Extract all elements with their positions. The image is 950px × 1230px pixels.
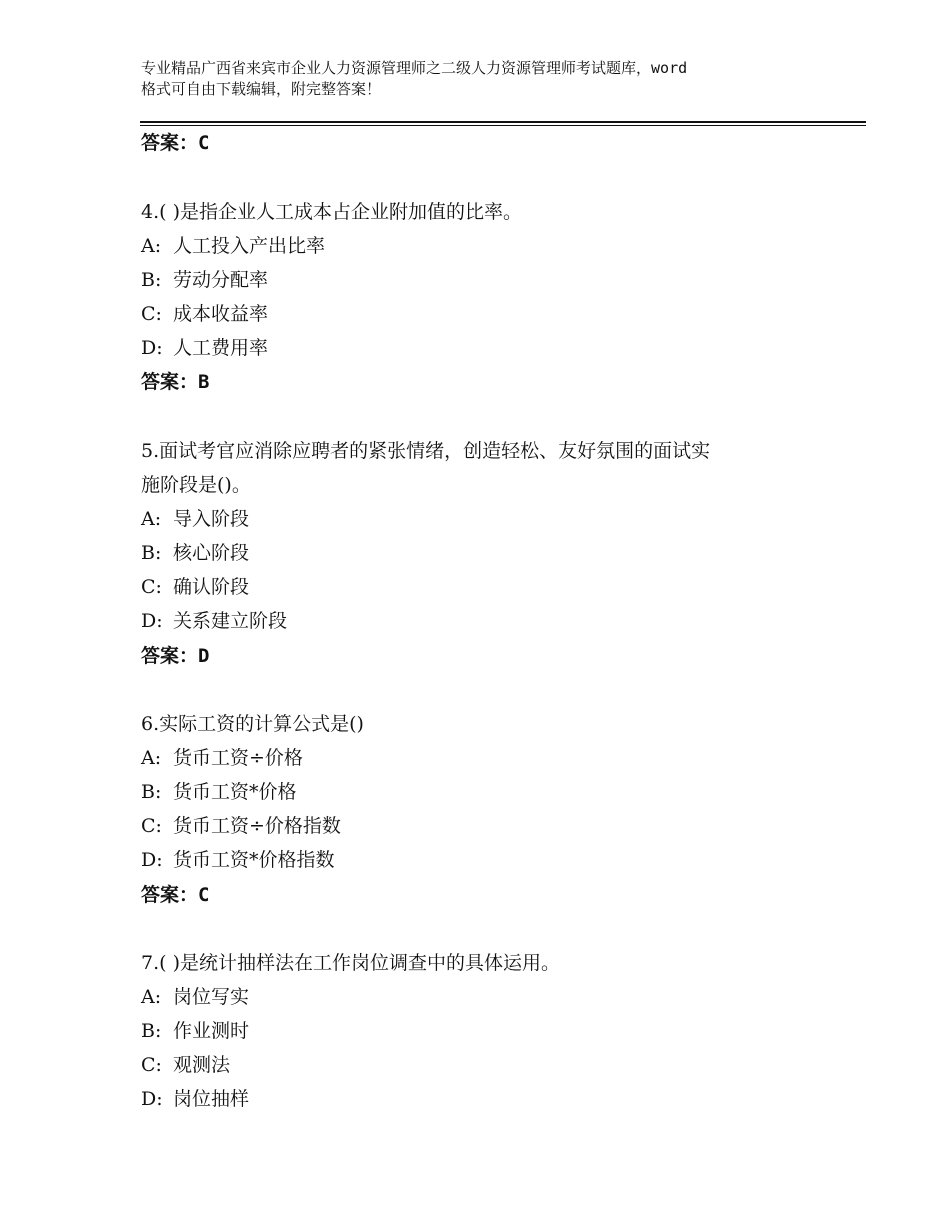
option-key: B: xyxy=(141,269,162,291)
header-line-1: 专业精品广西省来宾市企业人力资源管理师之二级人力资源管理师考试题库，word xyxy=(141,59,688,77)
option-key: A: xyxy=(141,508,162,530)
answer-label: 答案： xyxy=(141,371,199,393)
option-a xyxy=(141,234,325,258)
option-a xyxy=(141,507,249,531)
question-stem: 4.( )是指企业人工成本占企业附加值的比率。 xyxy=(141,201,522,223)
option-text: 核心阶段 xyxy=(173,542,250,564)
option-c xyxy=(141,575,249,599)
option-text: 岗位写实 xyxy=(173,986,250,1008)
answer-value: C xyxy=(198,132,210,154)
option-key: B: xyxy=(141,542,162,564)
option-a xyxy=(141,746,303,770)
option-key: A: xyxy=(141,747,162,769)
answer-value: D xyxy=(198,645,210,667)
question-stem-line-1: 5.面试考官应消除应聘者的紧张情绪，创造轻松、友好氛围的面试实 xyxy=(141,440,711,462)
answer-line xyxy=(141,370,209,394)
option-text: 人工费用率 xyxy=(173,337,269,359)
option-text: 关系建立阶段 xyxy=(173,610,288,632)
option-d xyxy=(141,1087,249,1111)
question-stem: 7.( )是统计抽样法在工作岗位调查中的具体运用。 xyxy=(141,952,560,974)
option-text: 货币工资÷价格 xyxy=(173,747,303,769)
option-text: 货币工资*价格 xyxy=(173,781,297,803)
answer-value: C xyxy=(198,884,210,906)
answer-label: 答案： xyxy=(141,645,199,667)
option-text: 观测法 xyxy=(173,1054,231,1076)
option-a xyxy=(141,985,249,1009)
option-d xyxy=(141,848,335,872)
option-key: C: xyxy=(141,303,162,325)
answer-line xyxy=(141,883,209,907)
option-text: 人工投入产出比率 xyxy=(173,235,326,257)
option-key: D: xyxy=(141,849,163,871)
option-b xyxy=(141,541,249,565)
option-text: 岗位抽样 xyxy=(173,1088,250,1110)
header-divider-thick xyxy=(140,121,866,123)
option-text: 货币工资÷价格指数 xyxy=(173,815,341,837)
option-text: 货币工资*价格指数 xyxy=(173,849,335,871)
option-c xyxy=(141,814,341,838)
option-key: C: xyxy=(141,576,162,598)
option-b xyxy=(141,1019,249,1043)
option-key: D: xyxy=(141,610,163,632)
header-divider-thin xyxy=(140,125,866,126)
answer-line xyxy=(141,644,209,668)
answer-label: 答案： xyxy=(141,132,199,154)
option-key: C: xyxy=(141,815,162,837)
question-stem: 6.实际工资的计算公式是() xyxy=(141,713,364,735)
header-line-2: 格式可自由下载编辑，附完整答案！ xyxy=(141,80,382,98)
option-key: D: xyxy=(141,1088,163,1110)
option-text: 作业测时 xyxy=(173,1020,250,1042)
option-d xyxy=(141,609,287,633)
option-text: 导入阶段 xyxy=(173,508,250,530)
option-key: D: xyxy=(141,337,163,359)
option-text: 劳动分配率 xyxy=(173,269,269,291)
option-c xyxy=(141,302,268,326)
option-key: C: xyxy=(141,1054,162,1076)
option-key: B: xyxy=(141,781,162,803)
option-key: B: xyxy=(141,1020,162,1042)
document-header xyxy=(141,58,841,100)
option-text: 确认阶段 xyxy=(173,576,250,598)
option-b xyxy=(141,780,297,804)
answer-label: 答案： xyxy=(141,884,199,906)
option-text: 成本收益率 xyxy=(173,303,269,325)
option-key: A: xyxy=(141,235,162,257)
option-d xyxy=(141,336,268,360)
option-c xyxy=(141,1053,230,1077)
answer-value: B xyxy=(198,371,210,393)
answer-line xyxy=(141,131,209,155)
option-key: A: xyxy=(141,986,162,1008)
question-stem-line-2: 施阶段是()。 xyxy=(141,474,251,496)
option-b xyxy=(141,268,268,292)
